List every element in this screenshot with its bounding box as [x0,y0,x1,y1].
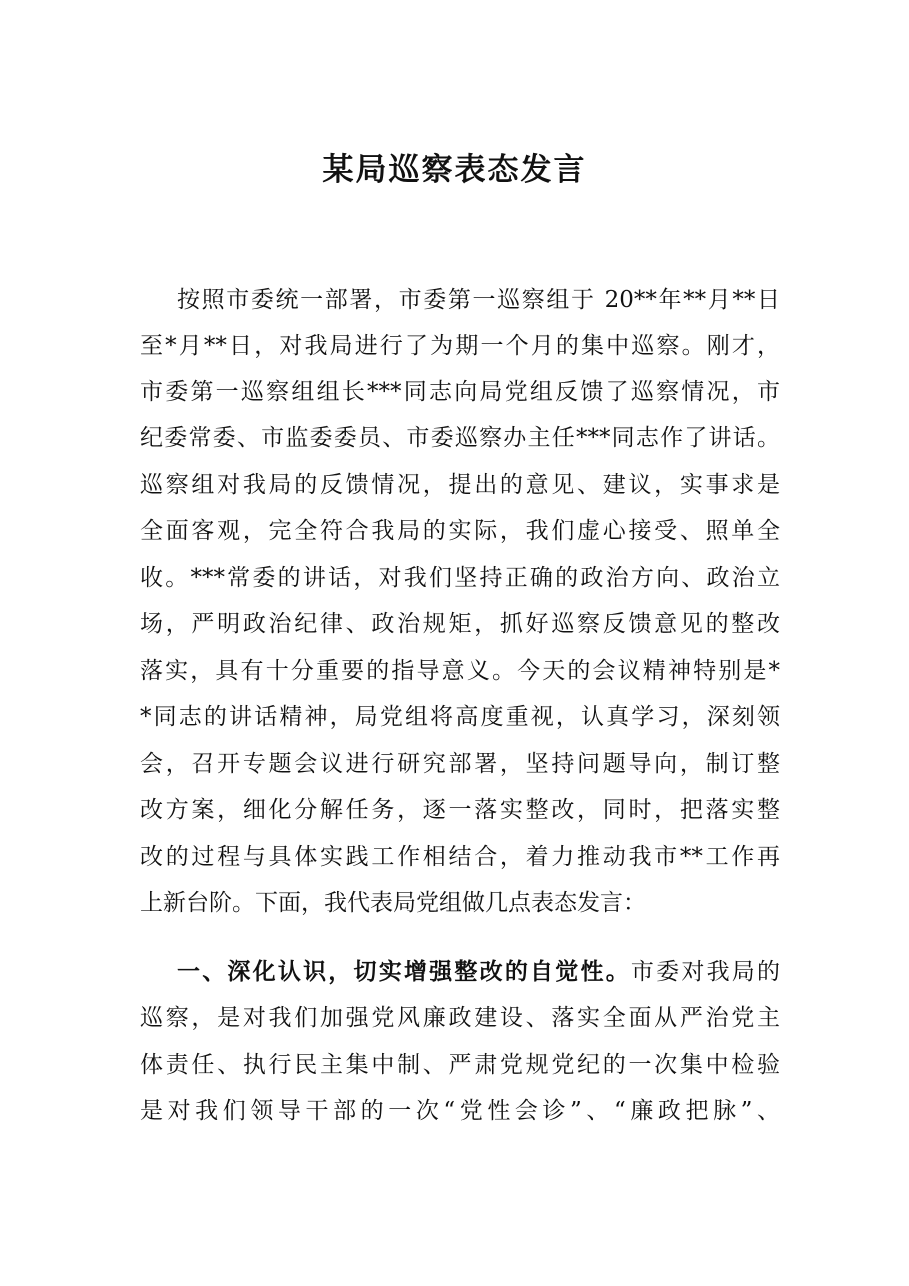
paragraph-1-line: 会，召开专题会议进行研究部署，坚持问题导向，制订整 [140,751,780,777]
paragraph-1-line: 市委第一巡察组组长***同志向局党组反馈了巡察情况，市 [140,379,780,405]
paragraph-1-line: 改方案，细化分解任务，逐一落实整改，同时，把落实整 [140,797,780,823]
paragraph-2-line: 巡察，是对我们加强党风廉政建设、落实全面从严治党主 [140,1005,780,1031]
document-title: 某局巡察表态发言 [322,152,587,188]
section-1-heading: 一、深化认识，切实增强整改的自觉性。 [177,959,631,985]
paragraph-1-line: 上新台阶。下面，我代表局党组做几点表态发言： [140,890,646,916]
paragraph-1-line: 收。***常委的讲话，对我们坚持正确的政治方向、政治立 [140,565,780,591]
paragraph-1-line: 至*月**日，对我局进行了为期一个月的集中巡察。刚才， [140,333,780,359]
section-1-first-line [177,949,780,995]
section-1-text: 市委对我局的 [630,959,780,985]
paragraph-2-line: 体责任、执行民主集中制、严肃党规党纪的一次集中检验 [140,1052,780,1078]
paragraph-1-line: 纪委常委、市监委委员、市委巡察办主任***同志作了讲话。 [140,425,780,451]
paragraph-1-line: 场，严明政治纪律、政治规矩，抓好巡察反馈意见的整改 [140,611,780,637]
paragraph-1-line: 按照市委统一部署，市委第一巡察组于 20**年**月**日 [177,287,780,313]
paragraph-1-line: 全面客观，完全符合我局的实际，我们虚心接受、照单全 [140,518,780,544]
paragraph-1-line: 改的过程与具体实践工作相结合，着力推动我市**工作再 [140,844,780,870]
paragraph-2-line: 是对我们领导干部的一次“党性会诊”、“廉政把脉”、 [140,1098,780,1124]
paragraph-1-line: 落实，具有十分重要的指导意义。今天的会议精神特别是* [140,658,780,684]
paragraph-1-line: *同志的讲话精神，局党组将高度重视，认真学习，深刻领 [140,704,780,730]
paragraph-1-line: 巡察组对我局的反馈情况，提出的意见、建议，实事求是 [140,472,780,498]
